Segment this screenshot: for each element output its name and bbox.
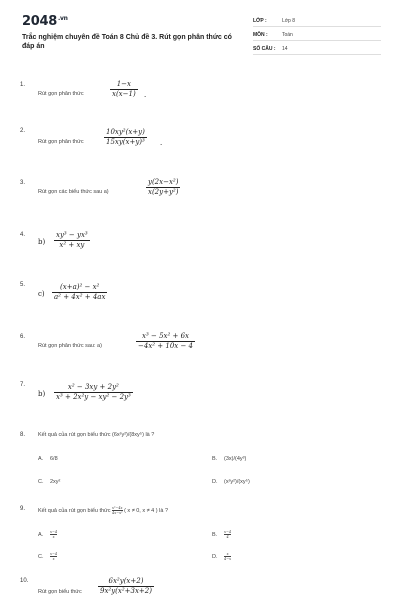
question-9-option-c[interactable]: C. $\frac{x-4}{x}$ bbox=[38, 552, 58, 561]
question-1-tail: . bbox=[144, 91, 147, 99]
question-2-fraction: $\frac{\text{10xy²(x+y)}}{\text{15xy(x+y)³}}$ bbox=[106, 128, 145, 146]
document-title: Trắc nghiệm chuyên đề Toán 8 Chủ đề 3. Rút gọn phân thức có đáp án bbox=[22, 34, 232, 50]
question-4-label: b) bbox=[38, 238, 46, 246]
meta-class: LỚP : Lớp 8 bbox=[253, 16, 381, 27]
meta-subject: MÔN : Toán bbox=[253, 30, 381, 41]
site-logo[interactable]: $2048^{.vn}$ bbox=[22, 14, 68, 29]
question-8-option-b[interactable]: B. (3x)/(4y³) bbox=[212, 456, 247, 462]
question-9-option-a[interactable]: A. $\frac{x-4}{x}$ bbox=[38, 530, 58, 539]
question-8-option-c[interactable]: C. 2xy² bbox=[38, 479, 61, 485]
question-3-fraction: $\frac{\text{y(2x−x²)}}{\text{x(2y+y²)}}$ bbox=[148, 178, 179, 196]
question-5-fraction: $\frac{\text{(x+a)² − x²}}{\text{a² + 4x² + 4ax}}$ bbox=[54, 283, 106, 301]
question-9-option-b[interactable]: B. $\frac{x-4}{4}$ bbox=[212, 530, 232, 539]
question-2-tail: . bbox=[160, 139, 163, 147]
question-8-option-a[interactable]: A. 6/8 bbox=[38, 456, 58, 462]
question-9-option-d[interactable]: D. $\frac{x}{4-x}$ bbox=[212, 552, 232, 561]
meta-count: SỐ CÂU : 14 bbox=[253, 44, 381, 55]
question-9-mini-fraction: $\frac{\text{x²−4x}}{\text{4x−x²}}$ bbox=[112, 506, 123, 515]
question-5-label: c) bbox=[38, 290, 45, 298]
question-6-fraction: $\frac{\text{x³ − 5x² + 6x}}{\text{−4x² + 10x − 4}}$ bbox=[138, 332, 194, 350]
question-8-option-d[interactable]: D. (x²y²)/(xy⁵) bbox=[212, 479, 250, 485]
question-4-fraction: $\frac{\text{xy³ − yx³}}{\text{x² + xy}}$ bbox=[56, 231, 88, 249]
question-1-fraction: $\frac{1-x}{x(x-1)}$ bbox=[112, 80, 136, 98]
question-7-label: b) bbox=[38, 390, 46, 398]
question-10-fraction: $\frac{\text{6x²y(x+2)}}{\text{9x²y(x²+3x+2)}}$ bbox=[100, 577, 152, 595]
question-7-fraction: $\frac{\text{x² − 3xy + 2y²}}{\text{x³ + 2x²y − xy² − 2y³}}$ bbox=[56, 383, 131, 401]
